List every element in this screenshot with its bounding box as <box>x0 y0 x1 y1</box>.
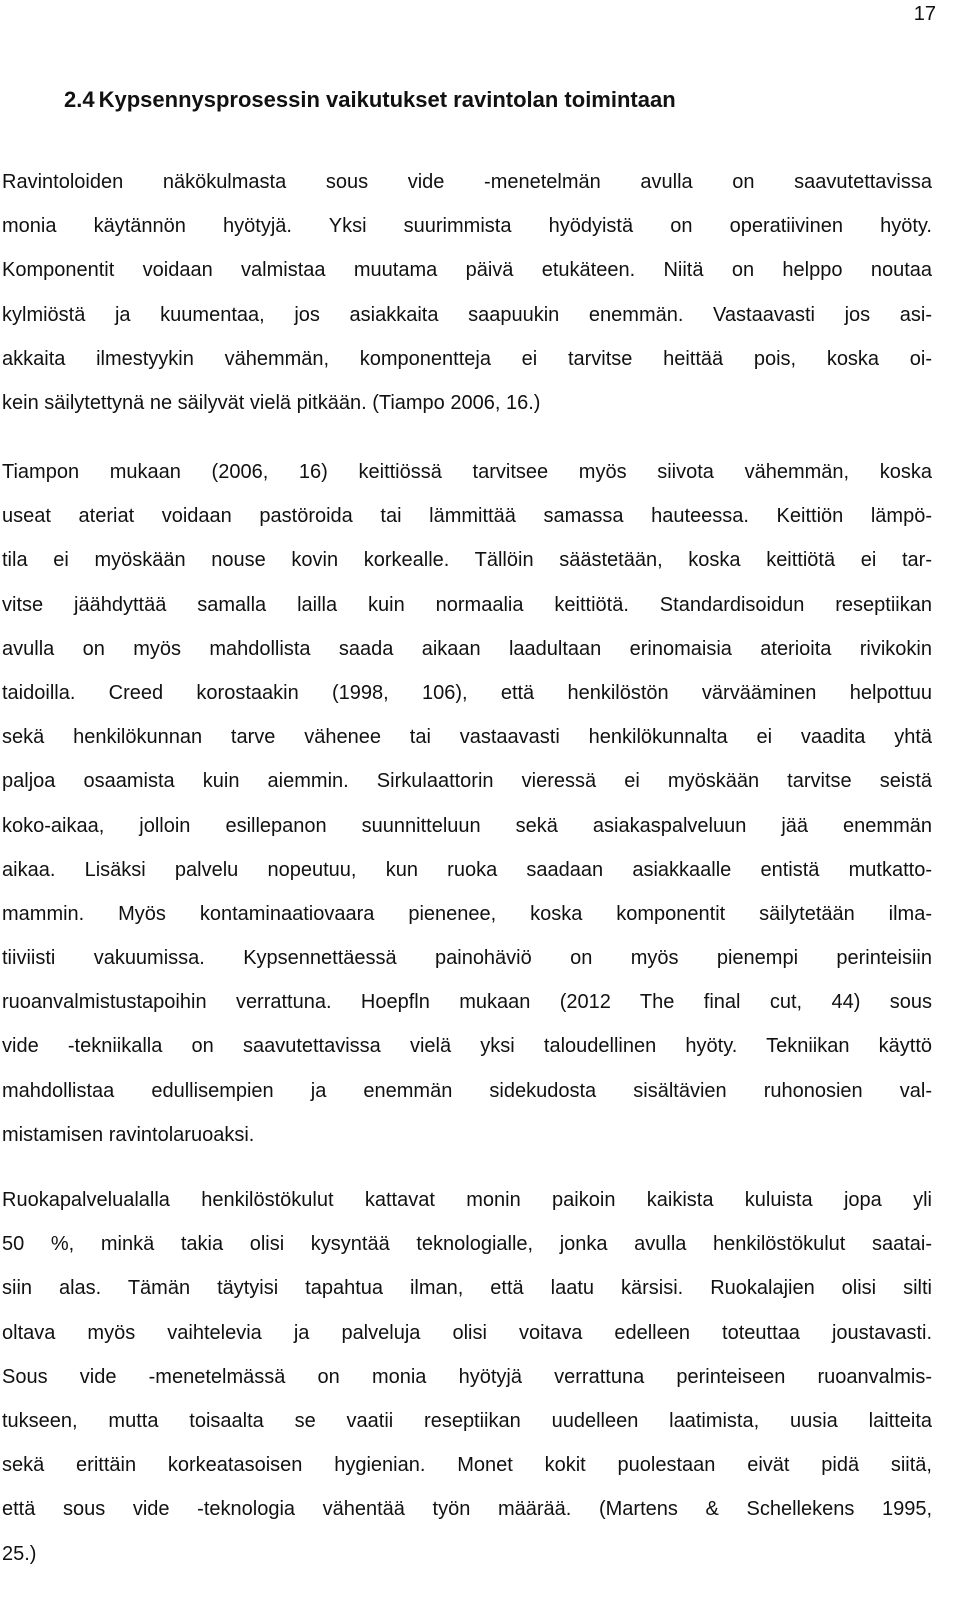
paragraph-3 <box>2 1178 932 1576</box>
text-line: tiiviisti vakuumissa. Kypsennettäessä painohäviö on myös pienempi perinteisiin <box>2 947 932 970</box>
paragraph-1 <box>2 160 932 425</box>
text-line: vitse jäähdyttää samalla lailla kuin normaalia keittiötä. Standardisoidun reseptiikan <box>2 593 932 616</box>
text-line: monia käytännön hyötyjä. Yksi suurimmista hyödyistä on operatiivinen hyöty. <box>2 215 932 238</box>
text-line: akkaita ilmestyykin vähemmän, komponentteja ei tarvitse heittää pois, koska oi- <box>2 347 932 370</box>
text-line: koko-aikaa, jolloin esillepanon suunnitteluun sekä asiakaspalveluun jää enemmän <box>2 814 932 837</box>
text-line: mistamisen ravintolaruoaksi. <box>2 1123 255 1146</box>
text-line: useat ateriat voidaan pastöroida tai lämmittää samassa hauteessa. Keittiön lämpö- <box>2 505 932 528</box>
text-line: Ruokapalvelualalla henkilöstökulut kattavat monin paikoin kaikista kuluista jopa yli <box>2 1189 932 1211</box>
text-line: vide -tekniikalla on saavutettavissa vielä yksi taloudellinen hyöty. Tekniikan käyttö <box>2 1035 932 1058</box>
text-line: 50 %, minkä takia olisi kysyntää teknologialle, jonka avulla henkilöstökulut saatai- <box>2 1233 932 1256</box>
text-line: mammin. Myös kontaminaatiovaara pienenee, koska komponentit säilytetään ilma- <box>2 902 932 925</box>
text-line: mahdollistaa edullisempien ja enemmän sidekudosta sisältävien ruhonosien val- <box>2 1079 932 1102</box>
text-line: tila ei myöskään nouse kovin korkealle. Tällöin säästetään, koska keittiötä ei tar- <box>2 549 932 572</box>
text-line: Tiampon mukaan (2006, 16) keittiössä tarvitsee myös siivota vähemmän, koska <box>2 461 932 483</box>
text-line: avulla on myös mahdollista saada aikaan laadultaan erinomaisia aterioita rivikokin <box>2 637 932 660</box>
section-heading <box>64 86 676 114</box>
text-line: sekä erittäin korkeatasoisen hygienian. Monet kokit puolestaan eivät pidä siitä, <box>2 1454 932 1477</box>
page-number: 17 <box>913 3 936 25</box>
text-line: paljoa osaamista kuin aiemmin. Sirkulaattorin vieressä ei myöskään tarvitse seistä <box>2 770 932 793</box>
text-line: Sous vide -menetelmässä on monia hyötyjä verrattuna perinteiseen ruoanvalmis- <box>2 1365 932 1388</box>
text-line: Ravintoloiden näkökulmasta sous vide -menetelmän avulla on saavutettavissa <box>2 171 932 193</box>
paragraph-2 <box>2 450 932 1157</box>
section-number: 2.4 <box>64 87 95 112</box>
text-line: aikaa. Lisäksi palvelu nopeutuu, kun ruoka saadaan asiakkaalle entistä mutkatto- <box>2 858 932 881</box>
text-line: tukseen, mutta toisaalta se vaatii reseptiikan uudelleen laatimista, uusia laitteita <box>2 1409 932 1432</box>
text-line: että sous vide -teknologia vähentää työn määrää. (Martens & Schellekens 1995, <box>2 1498 932 1521</box>
text-line: taidoilla. Creed korostaakin (1998, 106), että henkilöstön värvääminen helpottuu <box>2 681 932 704</box>
text-line: 25.) <box>2 1542 37 1565</box>
text-line: kein säilytettynä ne säilyvät vielä pitkään. (Tiampo 2006, 16.) <box>2 391 541 414</box>
text-line: ruoanvalmistustapoihin verrattuna. Hoepfln mukaan (2012 The final cut, 44) sous <box>2 991 932 1014</box>
text-line: oltava myös vaihtelevia ja palveluja olisi voitava edelleen toteuttaa joustavasti. <box>2 1321 932 1344</box>
text-line: kylmiöstä ja kuumentaa, jos asiakkaita saapuukin enemmän. Vastaavasti jos asi- <box>2 303 932 326</box>
text-line: sekä henkilökunnan tarve vähenee tai vastaavasti henkilökunnalta ei vaadita yhtä <box>2 726 932 749</box>
section-title: Kypsennysprosessin vaikutukset ravintolan toimintaan <box>98 87 676 112</box>
text-line: siin alas. Tämän täytyisi tapahtua ilman, että laatu kärsisi. Ruokalajien olisi silti <box>2 1277 932 1300</box>
text-line: Komponentit voidaan valmistaa muutama päivä etukäteen. Niitä on helppo noutaa <box>2 259 932 282</box>
